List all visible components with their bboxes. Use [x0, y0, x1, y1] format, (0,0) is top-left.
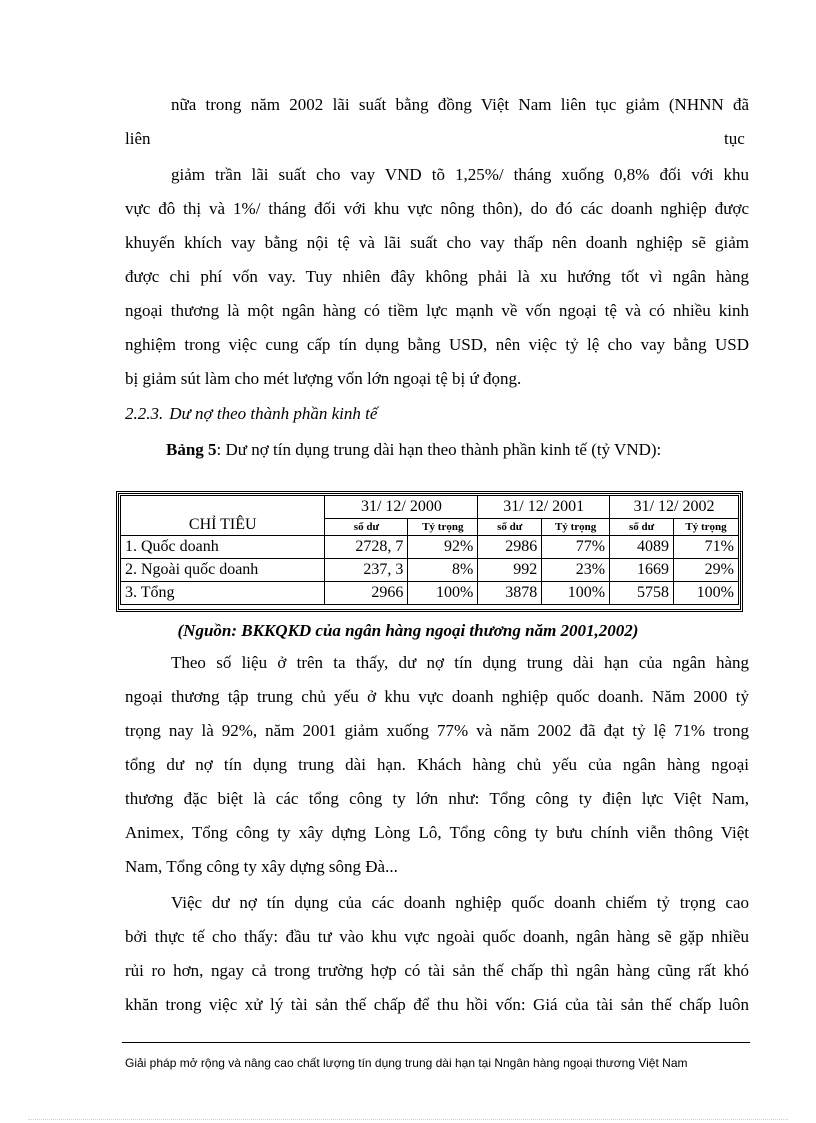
para1-line9: bị giảm sút làm cho mét lượng vốn lớn ngoại tệ bị ứ đọng. — [125, 369, 522, 388]
table-row — [121, 536, 739, 559]
subheader-share: Tỷ trọng — [542, 519, 610, 536]
footer-divider — [122, 1042, 750, 1043]
table-cell: 100% — [408, 582, 478, 605]
section-number: 2.2.3. — [125, 404, 164, 423]
para1-line4: vực đô thị và 1%/ tháng đối với khu vực nông thôn), do đó các doanh nghiệp được — [125, 199, 749, 218]
table-header-row — [121, 496, 739, 519]
table-cell: 92% — [408, 536, 478, 559]
para2-line4: tổng dư nợ tín dụng trung dài hạn. Khách hàng chủ yếu của ngân hàng ngoại — [125, 755, 749, 774]
row-label: 3. Tổng — [121, 582, 325, 605]
para3-line2: bởi thực tế cho thấy: đầu tư vào khu vực ngoài quốc doanh, ngân hàng sẽ gặp nhiều — [125, 927, 749, 946]
para3-line4: khăn trong việc xử lý tài sản thế chấp để thu hồi vốn: Giá của tài sản thế chấp luôn — [125, 995, 749, 1014]
data-table — [120, 495, 739, 605]
para2-line7: Nam, Tổng công ty xây dựng sông Đà... — [125, 857, 398, 876]
para2-line2: ngoại thương tập trung chủ yếu ở khu vực doanh nghiệp quốc doanh. Năm 2000 tỷ — [125, 687, 749, 706]
subheader-balance: số dư — [610, 519, 674, 536]
para1-line7: ngoại thương là một ngân hàng có tiềm lực mạnh về vốn ngoại tệ và có nhiều kinh — [125, 301, 749, 320]
table-caption-text: : Dư nợ tín dụng trung dài hạn theo thành phần kinh tế (tỷ VND): — [216, 440, 662, 459]
para1-line2-left: liên — [125, 129, 151, 148]
table-row — [121, 582, 739, 605]
para1-line1: nữa trong năm 2002 lãi suất bằng đồng Việt Nam liên tục giảm (NHNN đã — [171, 95, 749, 114]
subheader-share: Tỷ trọng — [674, 519, 739, 536]
para2-line6: Animex, Tổng công ty xây dựng Lòng Lô, Tổng công ty bưu chính viễn thông Việt — [125, 823, 749, 842]
subheader-balance: số dư — [478, 519, 542, 536]
para3-line3: rủi ro hơn, ngay cả trong trường hợp có tài sản thế chấp thì ngân hàng cũng rất khó — [125, 961, 749, 980]
para1-line5: khuyến khích vay bằng nội tệ và lãi suất cho vay thấp nên doanh nghiệp sẽ giảm — [125, 233, 749, 252]
para2-line3: trọng nay là 92%, năm 2001 giảm xuống 77% và năm 2002 đã đạt tỷ lệ 71% trong — [125, 721, 749, 740]
para1-line8: nghiệm trong việc cung cấp tín dụng bằng USD, nên việc tỷ lệ cho vay bằng USD — [125, 335, 749, 354]
page-edge-dotted-line — [28, 1119, 788, 1120]
header-year-2000: 31/ 12/ 2000 — [325, 496, 478, 519]
table-cell: 2966 — [325, 582, 408, 605]
table-cell: 5758 — [610, 582, 674, 605]
para2-line5: thương đặc biệt là các tổng công ty lớn như: Tổng công ty điện lực Việt Nam, — [125, 789, 749, 808]
header-year-2002: 31/ 12/ 2002 — [610, 496, 739, 519]
para3-line1: Việc dư nợ tín dụng của các doanh nghiệp quốc doanh chiếm tỷ trọng cao — [171, 893, 749, 912]
para1-line2-right: tục — [724, 129, 745, 148]
table-caption — [166, 440, 661, 460]
table-cell: 23% — [542, 559, 610, 582]
subheader-share: Tỷ trọng — [408, 519, 478, 536]
table-cell: 1669 — [610, 559, 674, 582]
row-label: 2. Ngoài quốc doanh — [121, 559, 325, 582]
table-row — [121, 559, 739, 582]
table-caption-label: Bảng 5 — [166, 440, 217, 459]
table-cell: 2986 — [478, 536, 542, 559]
table-cell: 4089 — [610, 536, 674, 559]
page-footer: Giải pháp mở rộng và nâng cao chất lượng tín dụng trung dài hạn tại Nngân hàng ngoại thương Việt Nam — [125, 1056, 688, 1070]
para2-line1: Theo số liệu ở trên ta thấy, dư nợ tín dụng trung dài hạn của ngân hàng — [171, 653, 749, 672]
table-cell: 29% — [674, 559, 739, 582]
row-label: 1. Quốc doanh — [121, 536, 325, 559]
section-heading — [125, 404, 377, 424]
table-cell: 2728, 7 — [325, 536, 408, 559]
table-cell: 100% — [542, 582, 610, 605]
subheader-balance: số dư — [325, 519, 408, 536]
table-cell: 77% — [542, 536, 610, 559]
section-title: Dư nợ theo thành phần kinh tế — [169, 404, 378, 423]
para1-line3: giảm trần lãi suất cho vay VND tõ 1,25%/ tháng xuống 0,8% đối với khu — [171, 165, 749, 184]
header-year-2001: 31/ 12/ 2001 — [478, 496, 610, 519]
table-source: (Nguồn: BKKQKD của ngân hàng ngoại thương năm 2001,2002) — [177, 621, 639, 640]
table-cell: 8% — [408, 559, 478, 582]
table-cell: 100% — [674, 582, 739, 605]
table-cell: 237, 3 — [325, 559, 408, 582]
table-cell: 71% — [674, 536, 739, 559]
table-cell: 3878 — [478, 582, 542, 605]
table-cell: 992 — [478, 559, 542, 582]
header-corner: CHỈ TIÊU — [121, 496, 325, 536]
para1-line6: được chi phí vốn vay. Tuy nhiên đây không phải là xu hướng tốt vì ngân hàng — [125, 267, 749, 286]
